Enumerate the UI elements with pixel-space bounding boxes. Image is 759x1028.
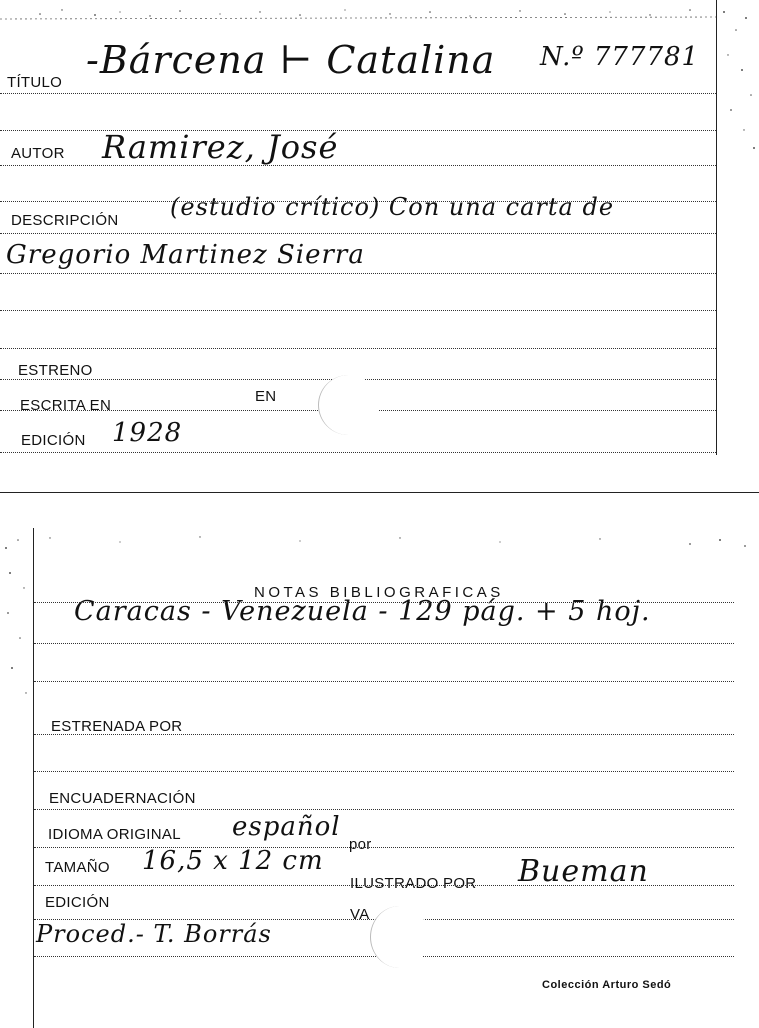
- encuadernacion-label: ENCUADERNACIÓN: [49, 790, 196, 807]
- rule-8: [0, 348, 716, 349]
- rule-7: [0, 310, 716, 311]
- coleccion-stamp: Colección Arturo Sedó: [542, 979, 672, 991]
- descripcion-line2: Gregorio Martinez Sierra: [6, 240, 365, 270]
- encuadernacion-rule: [34, 809, 734, 810]
- edicion-label: EDICIÓN: [21, 432, 86, 449]
- card-front-punch-hole: [318, 375, 379, 435]
- ilustrado-por-label: ILUSTRADO POR: [350, 875, 477, 892]
- descripcion-rule-2: [0, 273, 716, 274]
- numero-value: N.º 777781: [540, 42, 700, 72]
- valor-label: VA: [350, 906, 370, 923]
- notas-rule-3: [34, 681, 734, 682]
- idioma-original-label: IDIOMA ORIGINAL: [48, 826, 181, 843]
- procedencia-value: Proced.- T. Borrás: [36, 920, 272, 948]
- ilustrado-value: Bueman: [518, 854, 649, 889]
- catalog-card-back: [33, 528, 734, 1028]
- estreno-label: ESTRENO: [18, 362, 93, 379]
- scan-separator-line: [0, 492, 759, 493]
- estrenada-rule: [34, 734, 734, 735]
- escrita-en-label: ESCRITA EN: [20, 397, 112, 414]
- en-label: EN: [255, 388, 277, 405]
- titulo-label: TÍTULO: [7, 74, 63, 91]
- notas-rule-1: [34, 602, 734, 603]
- tamano-value: 16,5 x 12 cm: [142, 846, 324, 876]
- rule-blank: [34, 771, 734, 772]
- por-label: por: [349, 836, 372, 853]
- edicion-value: 1928: [112, 418, 183, 448]
- catalog-card-front: [0, 0, 717, 455]
- card-top-edge-speckle: [0, 0, 716, 24]
- edicion-rule: [0, 452, 716, 453]
- idioma-rule: [34, 847, 734, 848]
- descripcion-rule-1: [0, 233, 716, 234]
- estrenada-por-label: ESTRENADA POR: [51, 718, 183, 735]
- idioma-value: español: [232, 812, 341, 842]
- autor-rule: [0, 165, 716, 166]
- notas-rule-2: [34, 643, 734, 644]
- edicion-back-label: EDICIÓN: [45, 894, 110, 911]
- titulo-value: -Bárcena ⊢ Catalina: [86, 38, 496, 82]
- tamano-rule: [34, 885, 734, 886]
- scan-edge-speckle-right: [716, 0, 759, 160]
- autor-value: Ramirez, José: [102, 128, 339, 166]
- card-back-punch-hole: [370, 906, 429, 968]
- titulo-rule: [0, 93, 716, 94]
- card-back-top-speckle: [0, 528, 759, 558]
- descripcion-label: DESCRIPCIÓN: [11, 212, 119, 229]
- autor-label: AUTOR: [11, 145, 65, 162]
- notas-bibliograficas-title: NOTAS BIBLIOGRAFICAS: [254, 584, 504, 601]
- descripcion-line1: (estudio crítico) Con una carta de: [170, 193, 615, 221]
- tamano-label: TAMAÑO: [45, 859, 110, 876]
- notas-value: Caracas - Venezuela - 129 pág. + 5 hoj.: [74, 596, 651, 627]
- scan-edge-speckle-left: [0, 528, 33, 728]
